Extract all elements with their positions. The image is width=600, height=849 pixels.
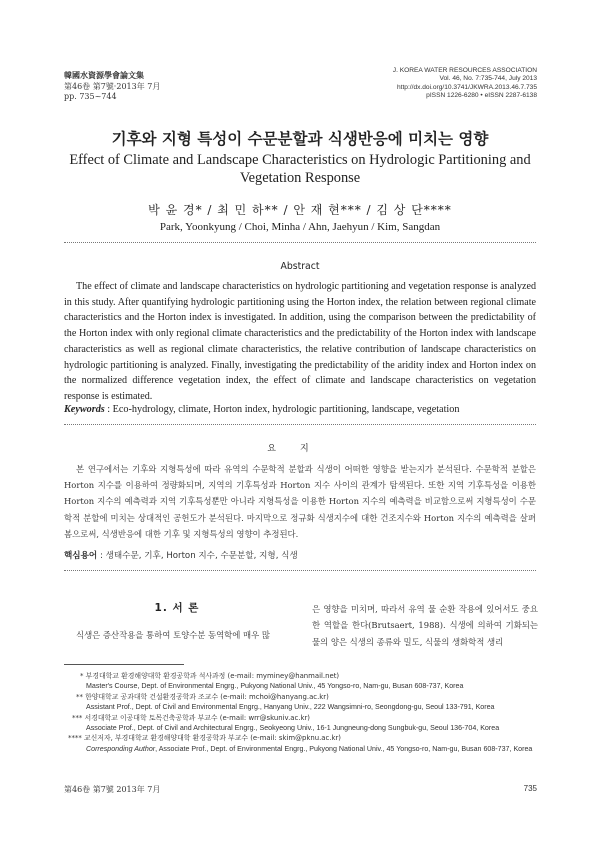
footnote-4-korean: **** 교신저자, 부경대학교 환경해양대학 환경공학과 부교수 (e-mail: skim@pknu.ac.kr) (68, 734, 341, 743)
journal-header-left (64, 71, 160, 103)
footnote-3-english: Associate Prof., Dept. of Civil and Architectural Engrg., Seokyeong Univ., 16-1 Jungneung-dong Sungbuk-gu, Seoul 136-704, Korea (86, 724, 500, 733)
authors-english: Park, Yoonkyung / Choi, Minha / Ahn, Jaehyun / Kim, Sangdan (159, 221, 441, 233)
korean-keywords (64, 549, 298, 561)
footnote-1-korean: * 부경대학교 환경해양대학 환경공학과 석사과정 (e-mail: myminey@hanmail.net) (80, 672, 340, 680)
abstract-text: The effect of climate and landscape characteristics on hydrologic partitioning and vegetation response is analyzed in this study. After quantifying hydrologic partitioning using the Horton index, the relation between regional climate characteristics and the Horton index is investigated. In addition, using the comparison between the predictability of the Horton index with only regional climate characteristics and the predictability of the Horton index with landscape characteristics as well as regional climate characteristics, the relative contribution of landscape characteristics on hydrologic partitioning is analyzed. Finally, investigating the predictability of the aridity index and Horton index on the normalized difference vegetation index, the effect of climate and landscape characteristics on vegetation response is estimated. (64, 281, 536, 402)
keywords-text: : Eco-hydrology, climate, Horton index, hydrologic partitioning, landscape, vegetation (104, 404, 460, 415)
doi-link[interactable]: http://dx.doi.org/10.3741/JKWRA.2013.46.7.735 (396, 83, 537, 91)
divider (64, 242, 536, 243)
footnote-2-korean: ** 한양대학교 공과대학 건설환경공학과 조교수 (e-mail: mchoi@hanyang.ac.kr) (76, 692, 329, 701)
korean-summary-text: 본 연구에서는 기후와 지형특성에 따라 유역의 수문학적 분할과 식생이 어떠한 영향을 받는지가 분석된다. 수문학적 분할은 Horton 지수를 이용하여 정량화되며, 지역의 기후특성과 Horton 지수 사이의 관계가 탐색된다. 또한 지역 기후특성을 이용한 Horton 지수의 예측력과 지역 기후특성뿐만 아니라 지형특성을 이용한 Horton 지수의 예측력을 비교함으로써 지형특성이 수문학적 분할에 미치는 상대적인 공헌도가 분석된다. 마지막으로 정규화 식생지수에 대한 건조지수와 Horton 지수의 예측력을 살펴봄으로써, 식생반응에 대한 기후 및 지형특성의 영향이 추정된다. (64, 464, 536, 539)
volume-korean: 第46卷 第7號·2013年 7月 (64, 81, 161, 91)
page-range: pp. 735~744 (64, 92, 117, 101)
korean-keywords-text: : 생태수문, 기후, Horton 지수, 수문분할, 지형, 식생 (97, 551, 298, 561)
abstract-heading: Abstract (280, 261, 320, 272)
keywords (64, 404, 536, 415)
divider (64, 424, 536, 425)
footer-volume: 第46卷 第7號 2013年 7月 (64, 785, 161, 794)
korean-summary-body (64, 461, 536, 542)
title-english: Effect of Climate and Landscape Characteristics on Hydrologic Partitioning and Vegetation Response (69, 152, 531, 186)
page-number: 735 (523, 784, 537, 793)
body-column-right: 은 영향을 미치며, 따라서 유역 물 순환 작용에 있어서도 중요한 역할을 한다(Brutsaert, 1988). 식생에 의하여 기화되는 물의 양은 식생의 종류와 밀도, 식물의 생화학적 생리 (312, 604, 538, 647)
authors-korean: 박 윤 경* / 최 민 하** / 안 재 현*** / 김 상 단**** (148, 203, 452, 217)
volume-english: Vol. 46, No. 7:735-744, July 2013 (439, 75, 537, 83)
issn: pISSN 1226-6280 • eISSN 2287-6138 (426, 92, 537, 100)
footnote-4-english-text: , Associate Prof., Dept. of Environmental Engrg., Pukyong National Univ., 45 Yongso-ro, Nam-gu, Busan 608-737, Korea (155, 744, 533, 753)
korean-summary-heading: 요지 (267, 444, 333, 454)
corresponding-author-label: Corresponding Author (86, 744, 156, 753)
body-column-left: 식생은 증산작용을 통하여 토양수분 동역학에 매우 많 (76, 630, 270, 640)
divider (64, 570, 536, 571)
journal-header-right (393, 67, 537, 101)
keywords-label: Keywords (64, 404, 105, 415)
footnote-rule (64, 664, 184, 665)
section-heading-introduction: 1. 서 론 (154, 602, 200, 614)
journal-name-english: J. KOREA WATER RESOURCES ASSOCIATION (392, 67, 537, 74)
footnote-4-english (64, 744, 542, 754)
footnotes (64, 671, 542, 754)
footnote-2-english: Assistant Prof., Dept. of Civil and Environmental Engrg., Hanyang Univ., 222 Wangsimni-ro, Seongdong-gu, Seoul 133-791, Korea (86, 703, 495, 712)
journal-name-korean: 韓國水資源學會論文集 (64, 71, 144, 80)
footnote-3-korean: *** 서경대학교 이공대학 토목건축공학과 부교수 (e-mail: wrr@skuniv.ac.kr) (72, 713, 310, 722)
korean-keywords-label: 핵심용어 (64, 551, 98, 561)
footnote-1-english: Master's Course, Dept. of Environmental Engrg., Pukyong National Univ., 45 Yongso-ro, Nam-gu, Busan 608-737, Korea (86, 682, 464, 691)
title-korean: 기후와 지형 특성이 수문분할과 식생반응에 미치는 영향 (111, 130, 489, 148)
abstract-body (64, 279, 536, 405)
